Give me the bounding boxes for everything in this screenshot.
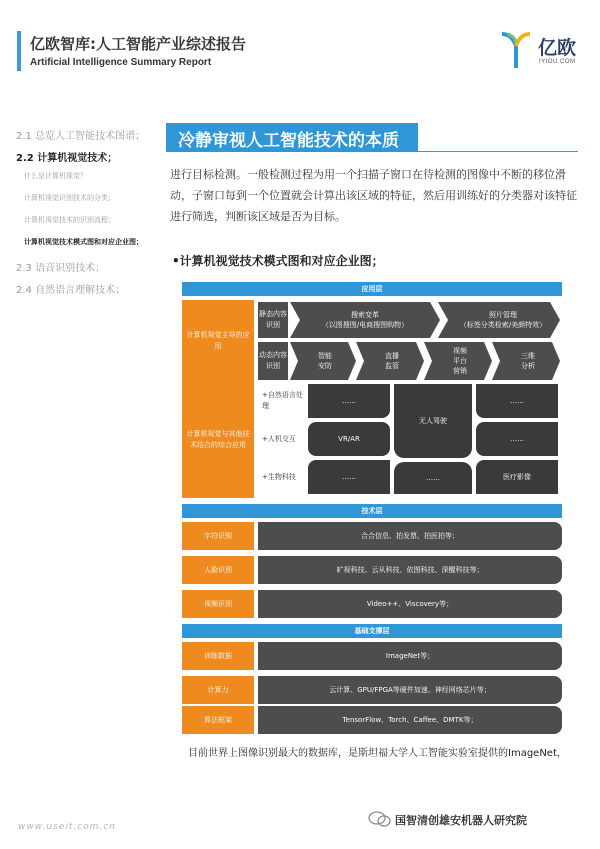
banner-underline [166,151,578,152]
toc-item-2-1[interactable]: 2.1 总览人工智能技术图谱； [16,131,146,142]
combo-row-hci-label: +人机交互 [258,422,306,456]
combo-row-bio-label: +生物科技 [258,460,306,494]
combo-hci-cell-2: …… [476,422,558,456]
section-heading: •计算机视觉技术模式图和对应企业图； [172,254,384,268]
logo-domain: IYIOU.COM [539,59,576,65]
combo-bio-cell-1: …… [308,460,390,494]
static-content-label: 静态内容识别 [258,302,288,338]
tech-row-video-label: 视频识别 [182,590,254,618]
base-row-framework-value: TensorFlow、Torch、Caffee、DMTK等； [258,706,562,734]
combo-bio-cell-3: 医疗影像 [476,460,558,494]
toc-item-2-3[interactable]: 2.3 语音识别技术； [16,263,106,274]
combo-bio-cell-2: …… [394,462,472,494]
toc-subitem-what-is-cv[interactable]: 什么是计算机视觉？ [24,172,87,180]
dynamic-item-live: 直播 监管 [385,352,399,370]
app-layer-title: 应用层 [182,282,562,296]
body-paragraph: 进行目标检测。一般检测过程为用一个扫描子窗口在待检测的图像中不断的移位滑动，子窗口每到一个位置就会计算出该区域的特征，然后用训练好的分类器对该特征进行筛选，判断该区域是否为目标。 [170,168,577,223]
toc-item-2-4[interactable]: 2.4 自然语言理解技术； [16,285,126,296]
toc-subitem-cv-process[interactable]: 计算机视觉技术的识别流程； [24,216,115,224]
toc-sidebar [16,127,164,303]
combo-nlp-cell-1: …… [308,384,390,418]
tech-row-face-value: 旷视科技、云从科技、依图科技、深醒科技等； [258,556,562,584]
base-row-data-label: 训练数据 [182,642,254,670]
wechat-icon [368,810,392,828]
tech-row-ocr-value: 合合信息、拍发票、拍医拍等； [258,522,562,550]
logo-wordmark: 亿欧 [538,37,577,59]
autonomous-driving-cell: 无人驾驶 [394,384,472,458]
dynamic-item-video: 视频 平台 营销 [453,347,467,375]
combo-hci-cell-1: VR/AR [308,422,390,456]
section-banner: 冷静审视人工智能技术的本质 [166,123,418,151]
tech-layer-title: 技术层 [182,504,562,518]
cv-pattern-diagram [182,282,562,734]
base-row-compute-label: 计算力 [182,676,254,704]
toc-subitem-cv-classification[interactable]: 计算机视觉识别技术的分类； [24,194,115,202]
dynamic-content-label: 动态内容识别 [258,342,288,380]
base-row-compute-value: 云计算、GPU/FPGA等硬件加速、神经网络芯片等； [258,676,562,704]
tech-row-face-label: 人脸识别 [182,556,254,584]
dynamic-item-3d: 三维 分析 [521,352,535,370]
bottom-text: 目前世界上图像识别最大的数据库，是斯坦福大学人工智能实验室提供的ImageNet， [188,748,567,759]
report-title: 亿欧智库:人工智能产业综述报告 [30,35,247,53]
static-item-photo: 照片管理 （标签分类检索/美颜特效） [459,311,547,329]
tech-row-ocr-label: 字符识别 [182,522,254,550]
header-accent-bar [17,31,21,71]
watermark-left: www.useit.com.cn [18,822,116,832]
report-subtitle: Artificial Intelligence Summary Report [30,57,212,68]
toc-item-2-2[interactable]: 2.2 计算机视觉技术； [16,153,118,164]
combo-app-label: 计算机视觉与其他技术结合的综合应用 [182,382,254,498]
cv-main-app-label: 计算机视觉主导的应用 [182,300,254,382]
combo-nlp-cell-2: …… [476,384,558,418]
dynamic-item-security: 智能 安防 [318,352,332,370]
base-layer-title: 基础支撑层 [182,624,562,638]
static-item-search: 搜索变革 （以图搜图/电商搜图购物） [321,311,409,329]
tech-row-video-value: Video++、Viscovery等； [258,590,562,618]
toc-subitem-cv-pattern[interactable]: 计算机视觉技术模式图和对应企业图； [24,238,143,246]
base-row-data-value: ImageNet等； [258,642,562,670]
combo-row-nlp-label: +自然语言处理 [258,384,306,418]
base-row-framework-label: 算法框架 [182,706,254,734]
watermark-right: 国智清创雄安机器人研究院 [395,814,527,827]
